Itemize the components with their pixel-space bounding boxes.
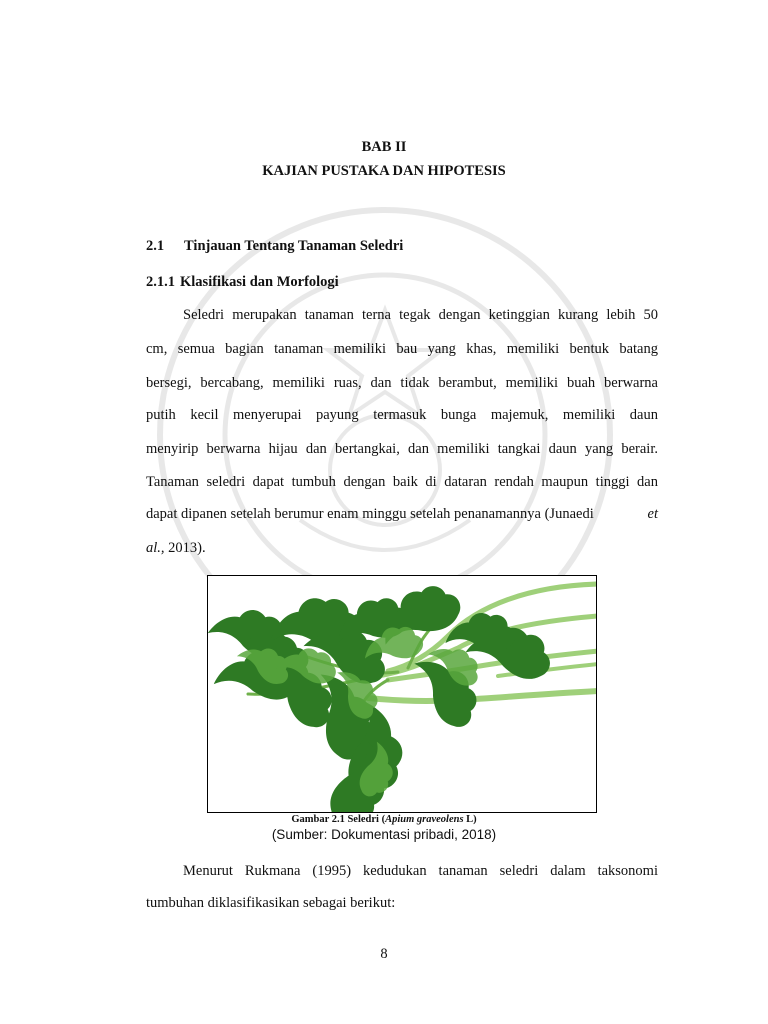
paragraph-line-text: dapat dipanen setelah berumur enam minggu setelah penanamannya (Junaedi (146, 506, 594, 522)
paragraph-line: bersegi, bercabang, memiliki ruas, dan tidak berambut, memiliki buah berwarna (146, 375, 658, 391)
chapter-title: KAJIAN PUSTAKA DAN HIPOTESIS (262, 163, 506, 179)
subsection-heading (146, 274, 339, 291)
subsection-title: Klasifikasi dan Morfologi (180, 274, 339, 290)
citation-et: et (647, 506, 658, 522)
celery-figure (207, 575, 597, 813)
subsection-number: 2.1.1 (146, 274, 175, 290)
paragraph-line (146, 506, 658, 523)
figure-source: (Sumber: Dokumentasi pribadi, 2018) (271, 827, 497, 842)
section-number: 2.1 (146, 238, 165, 254)
paragraph-line: putih kecil menyerupai payung termasuk bunga majemuk, memiliki daun (146, 407, 658, 423)
caption-species: Apium graveolens (385, 814, 464, 825)
section-heading (146, 238, 403, 255)
paragraph-line: cm, semua bagian tanaman memiliki bau yang khas, memiliki bentuk batang (146, 341, 658, 357)
section-title: Tinjauan Tentang Tanaman Seledri (184, 238, 404, 254)
chapter-label: BAB II (361, 139, 407, 155)
paragraph-line: menyirip berwarna hijau dan bertangkai, dan memiliki tangkai daun yang berair. (146, 441, 658, 457)
figure-caption (0, 814, 768, 825)
paragraph-line: Tanaman seledri dapat tumbuh dengan baik di dataran rendah maupun tinggi dan (146, 474, 658, 490)
paragraph-line: Menurut Rukmana (1995) kedudukan tanaman seledri dalam taksonomi (183, 863, 658, 879)
paragraph-line (146, 540, 658, 557)
caption-suffix: L) (463, 814, 477, 825)
citation-al: al., (146, 540, 165, 556)
paragraph-line: Seledri merupakan tanaman terna tegak dengan ketinggian kurang lebih 50 (183, 307, 658, 323)
celery-photo (208, 576, 596, 812)
page-number: 8 (380, 946, 388, 962)
citation-year: 2013). (164, 540, 206, 556)
caption-prefix: Gambar 2.1 Seledri ( (291, 814, 386, 825)
paragraph-line: tumbuhan diklasifikasikan sebagai berikut: (146, 895, 396, 911)
